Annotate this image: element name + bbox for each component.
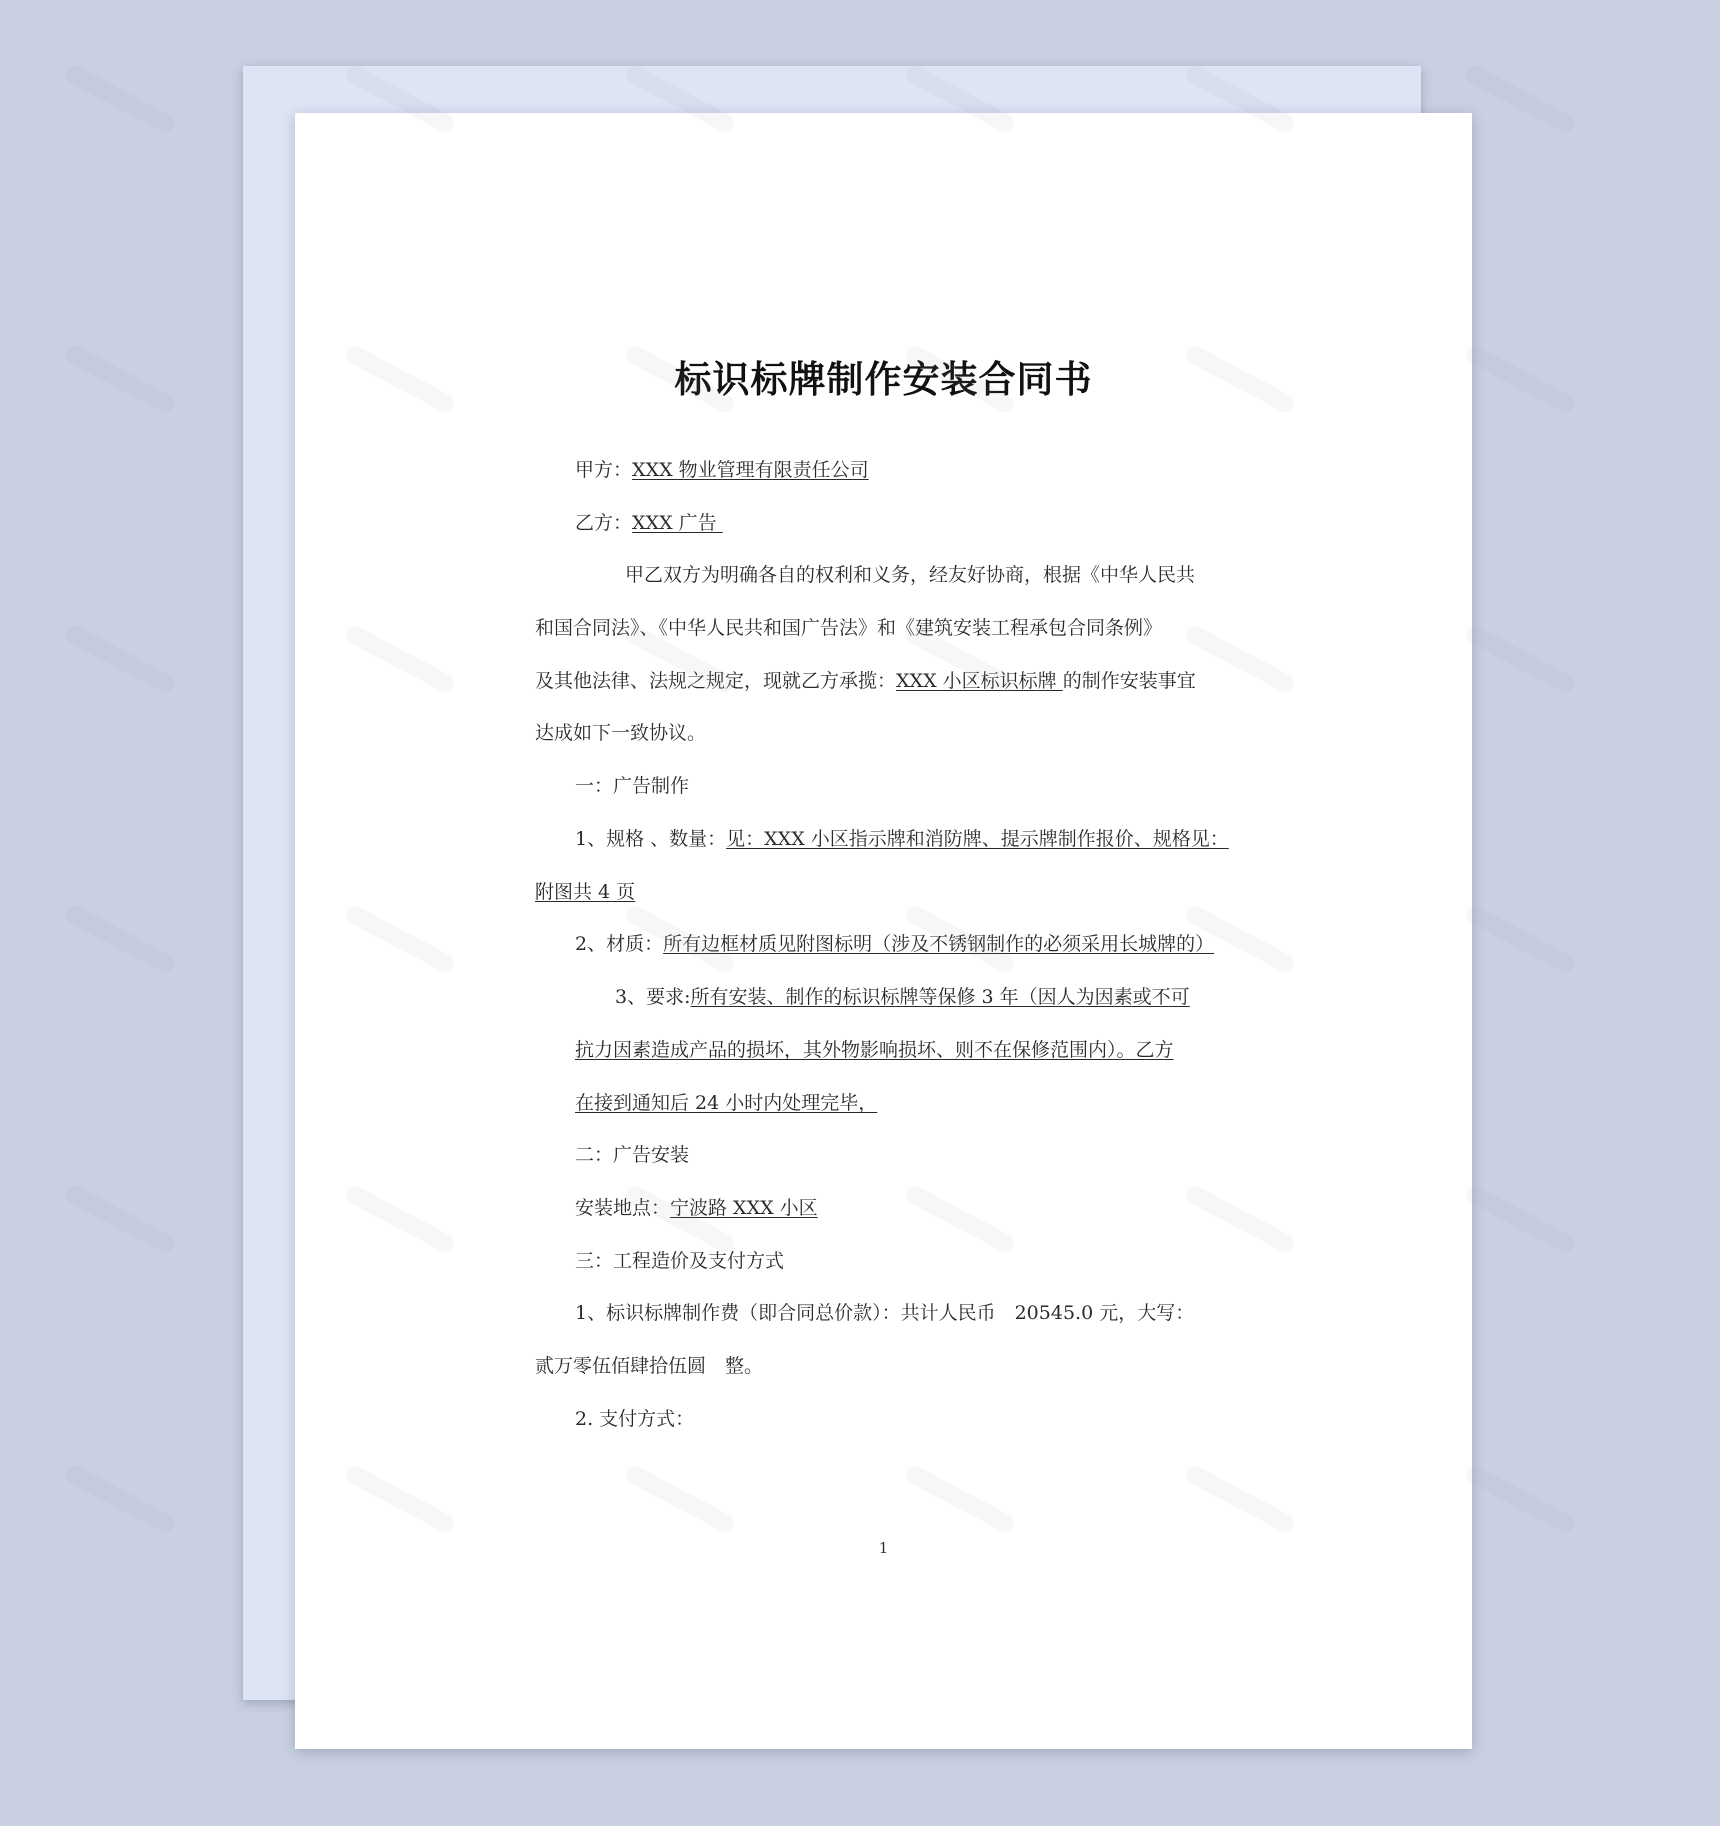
item-2-value: 所有边框材质见附图标明（涉及不锈钢制作的必须采用长城牌的）: [663, 933, 1215, 955]
watermark-mark: [63, 343, 177, 415]
watermark-mark: [1463, 63, 1577, 135]
item-3-value: 所有安装、制作的标识标牌等保修 3 年（因人为因素或不可: [690, 986, 1190, 1008]
section-1-item-1: [575, 826, 1229, 852]
item-3-value-line-2: 抗力因素造成产品的损坏，其外物影响损坏、则不在保修范围内）。乙方: [575, 1039, 1174, 1061]
page-number: 1: [878, 1539, 889, 1557]
item-1-value: 见：XXX 小区指示牌和消防牌、提示牌制作报价、规格见：: [726, 828, 1229, 850]
intro-line-3: [535, 668, 1196, 694]
payment-method: 2. 支付方式：: [575, 1408, 695, 1430]
section-3-heading: 三：工程造价及支付方式: [575, 1250, 785, 1272]
intro-line-4: 达成如下一致协议。: [535, 722, 707, 744]
watermark-mark: [1463, 903, 1577, 975]
watermark-mark: [1463, 343, 1577, 415]
party-a-label: 甲方：: [575, 459, 633, 481]
install-location-blank: [818, 1195, 878, 1221]
project-name: XXX 小区标识标牌: [896, 670, 1063, 692]
intro-line-2: 和国合同法》、《中华人民共和国广告法》和《建筑安装工程承包合同条例》: [535, 617, 1163, 639]
section-1-heading: 一：广告制作: [575, 775, 690, 797]
watermark-mark: [1463, 623, 1577, 695]
install-location-value: 宁波路 XXX 小区: [670, 1197, 818, 1219]
party-a-line: [575, 457, 869, 483]
watermark-mark: [1463, 1183, 1577, 1255]
party-b-line: [575, 510, 723, 536]
install-location-label: 安装地点：: [575, 1197, 671, 1219]
install-location-line: [575, 1195, 878, 1221]
watermark-mark: [63, 1463, 177, 1535]
section-2-heading: 二：广告安装: [575, 1144, 690, 1166]
document-page: [295, 113, 1472, 1749]
intro-line-1: 甲乙双方为明确各自的权利和义务，经友好协商，根据《中华人民共: [625, 564, 1196, 586]
intro-line-3-pre: 及其他法律、法规之规定，现就乙方承揽：: [535, 670, 897, 692]
item-2-label: 2、材质：: [575, 933, 664, 955]
party-b-label: 乙方：: [575, 512, 633, 534]
price-line-2: 贰万零伍佰肆拾伍圆 整。: [535, 1355, 764, 1377]
section-1-item-3: [615, 984, 1190, 1010]
party-a-value: XXX 物业管理有限责任公司: [632, 459, 869, 481]
watermark-mark: [63, 1183, 177, 1255]
document-title: 标识标牌制作安装合同书: [674, 357, 1093, 401]
item-1-label: 1、规格 、数量：: [575, 828, 727, 850]
watermark-mark: [63, 623, 177, 695]
item-3-value-line-3: 在接到通知后 24 小时内处理完毕，: [575, 1092, 878, 1114]
watermark-mark: [63, 903, 177, 975]
watermark-mark: [63, 63, 177, 135]
price-line-1: 1、标识标牌制作费（即合同总价款）：共计人民币 20545.0 元，大写：: [575, 1302, 1195, 1324]
party-b-value: XXX 广告: [632, 512, 723, 534]
item-3-label: 3、要求:: [615, 986, 691, 1008]
item-1-value-continued: 附图共 4 页: [535, 881, 636, 903]
intro-line-3-post: 的制作安装事宜: [1062, 670, 1196, 692]
watermark-mark: [1463, 1463, 1577, 1535]
section-1-item-2: [575, 931, 1214, 957]
